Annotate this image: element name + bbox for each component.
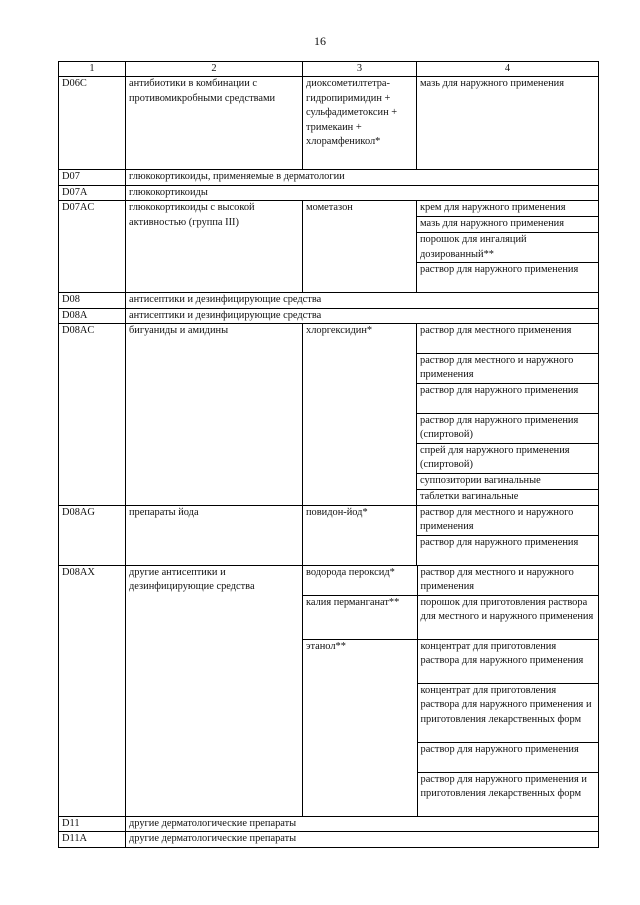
table-row-d07a — [59, 185, 599, 200]
substance-subrow — [303, 596, 599, 640]
drug-classification-table — [58, 61, 599, 848]
table-row-d11 — [59, 817, 599, 832]
atc-code: D11 — [59, 817, 126, 832]
atc-code: D08AX — [59, 566, 126, 817]
atc-code: D07 — [59, 170, 126, 185]
substance-subrow — [303, 640, 599, 817]
table-row-d07ac — [59, 201, 599, 293]
dosage-form: раствор для наружного применения — [417, 384, 598, 414]
atc-code: D08 — [59, 293, 126, 308]
dosage-form: раствор для наружного применения — [418, 743, 599, 773]
header-cell-1: 1 — [59, 62, 126, 77]
atc-code: D08AC — [59, 324, 126, 506]
atc-group-name: глюкокортикоиды — [126, 185, 599, 200]
dosage-form: раствор для наружного применения — [420, 264, 579, 276]
atc-code: D06C — [59, 77, 126, 170]
dosage-form: спрей для наружного применения (спиртовой) — [417, 444, 598, 474]
dosage-forms-cell — [417, 506, 599, 566]
atc-group-name: препараты йода — [126, 506, 303, 566]
dosage-form: раствор для наружного применения — [420, 537, 579, 549]
dosage-form: суппозитории вагинальные — [417, 474, 598, 490]
substance-name: повидон-йод* — [303, 506, 417, 566]
dosage-form: мазь для наружного применения — [417, 217, 598, 233]
substance-name: калия перманганат** — [303, 596, 417, 640]
substance-name: водорода пероксид* — [303, 566, 417, 596]
table-row-d11a — [59, 832, 599, 847]
substance-forms-cell — [303, 566, 599, 817]
dosage-form: порошок для ингаляций дозированный** — [417, 233, 598, 263]
substance-subtable — [303, 566, 599, 816]
dosage-form: мазь для наружного применения — [417, 77, 599, 170]
header-cell-3: 3 — [303, 62, 417, 77]
table-row-d08 — [59, 293, 599, 308]
dosage-form: раствор для местного и наружного применения — [417, 566, 599, 596]
dosage-form: раствор для наружного применения и приготовления лекарственных форм — [420, 774, 587, 800]
atc-group-name: антибиотики в комбинации с противомикробными средствами — [126, 77, 303, 170]
dosage-forms-cell — [417, 201, 599, 293]
dosage-form: концентрат для приготовления раствора для наружного применения и приготовления лекарственных форм — [418, 684, 599, 743]
table-row-d08ag — [59, 506, 599, 566]
table-header-row — [59, 62, 599, 77]
atc-group-name: другие дерматологические препараты — [126, 817, 599, 832]
atc-group-name: другие антисептики и дезинфицирующие средства — [126, 566, 303, 817]
dosage-form: раствор для местного и наружного применения — [417, 506, 598, 536]
table-row-d08ax — [59, 566, 599, 817]
substance-name: этанол** — [303, 640, 417, 817]
atc-group-name: бигуаниды и амидины — [126, 324, 303, 506]
dosage-form: концентрат для приготовления раствора для наружного применения — [418, 640, 599, 684]
atc-code: D07AC — [59, 201, 126, 293]
dosage-form: раствор для местного и наружного применения — [417, 354, 598, 384]
dosage-form: таблетки вагинальные — [420, 491, 519, 503]
atc-code: D07A — [59, 185, 126, 200]
substance-name: диоксометилтетра-гидропиримидин + сульфадиметоксин + тримекаин + хлорамфеникол* — [303, 77, 417, 170]
dosage-forms-cell — [417, 640, 599, 817]
atc-group-name: глюкокортикоиды с высокой активностью (группа III) — [126, 201, 303, 293]
dosage-form: порошок для приготовления раствора для местного и наружного применения — [417, 596, 599, 640]
dosage-form: раствор для местного применения — [417, 324, 598, 354]
dosage-forms-cell — [417, 324, 599, 506]
table-row-d06c — [59, 77, 599, 170]
atc-code: D11A — [59, 832, 126, 847]
page-number: 16 — [314, 34, 326, 48]
substance-name: хлоргексидин* — [303, 324, 417, 506]
table-row-d08ac — [59, 324, 599, 506]
table-row-d07 — [59, 170, 599, 185]
header-cell-2: 2 — [126, 62, 303, 77]
atc-group-name: антисептики и дезинфицирующие средства — [126, 308, 599, 323]
atc-code: D08AG — [59, 506, 126, 566]
table-row-d08a — [59, 308, 599, 323]
atc-group-name: антисептики и дезинфицирующие средства — [126, 293, 599, 308]
substance-name: мометазон — [303, 201, 417, 293]
header-cell-4: 4 — [417, 62, 599, 77]
substance-subrow — [303, 566, 599, 596]
dosage-form: раствор для наружного применения (спиртовой) — [417, 414, 598, 444]
atc-group-name: глюкокортикоиды, применяемые в дерматологии — [126, 170, 599, 185]
dosage-form: крем для наружного применения — [417, 201, 598, 217]
atc-group-name: другие дерматологические препараты — [126, 832, 599, 847]
atc-code: D08A — [59, 308, 126, 323]
